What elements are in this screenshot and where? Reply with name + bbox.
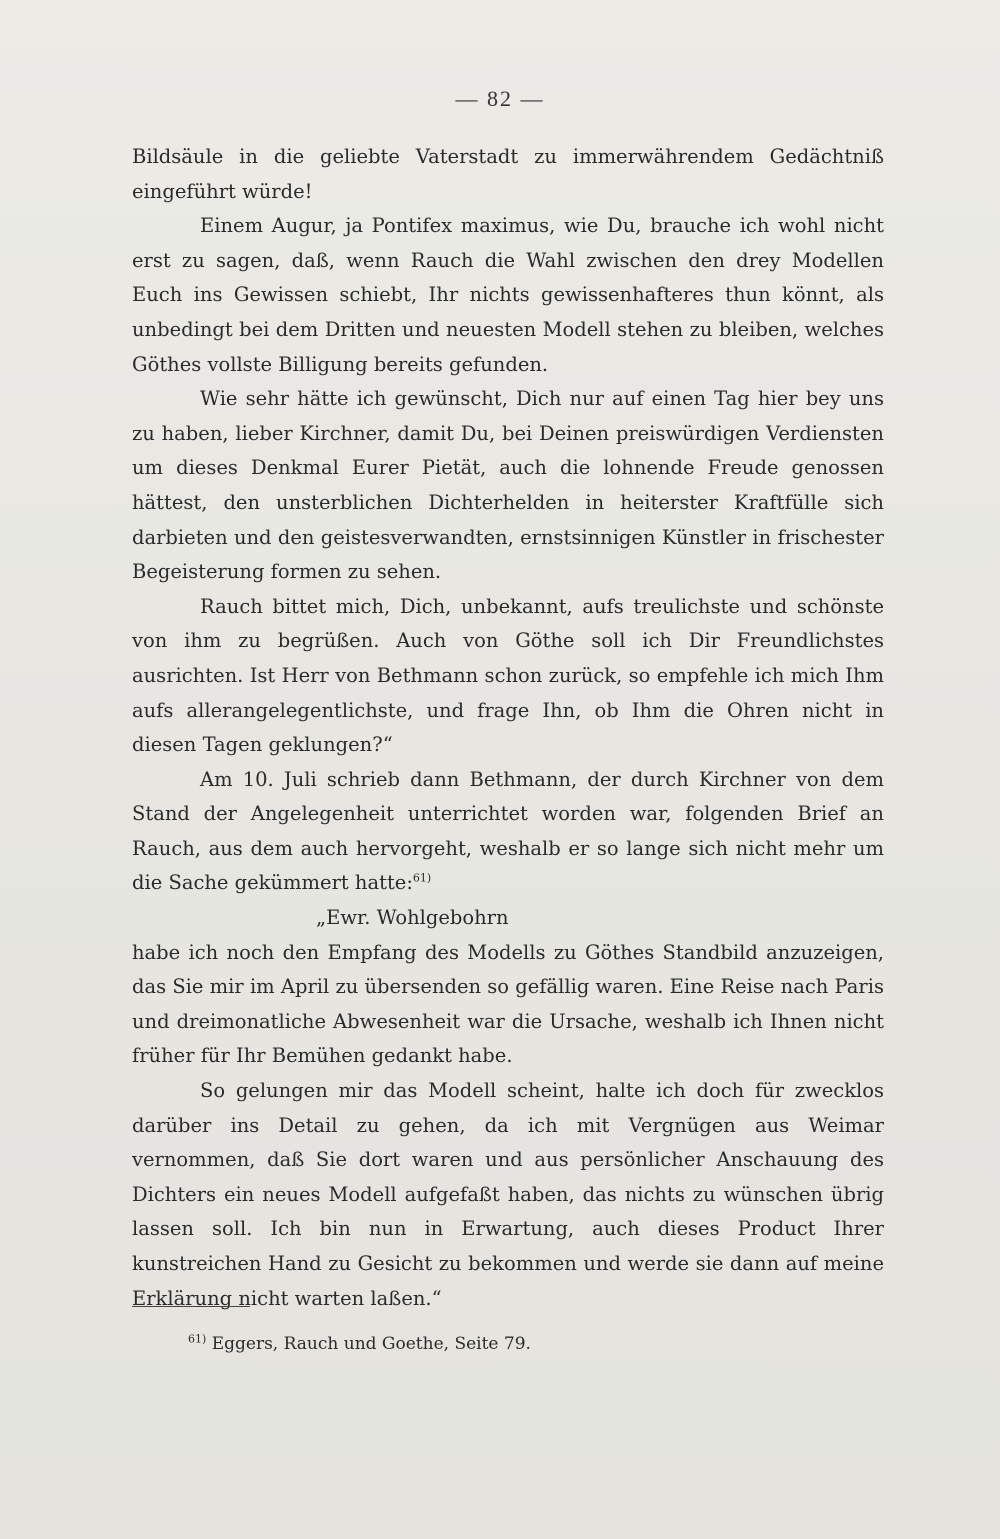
body-text bbox=[132, 140, 884, 1316]
paragraph-4: Rauch bittet mich, Dich, unbekannt, aufs treulichste und schönste von ihm zu begrüßen. Auch von Göthe soll ich Dir Freundlichstes ausrichten. Ist Herr von Bethmann schon zurück, so empfehle ich mich Ihm aufs allerangelegentlichste, und frage Ihn, ob Ihm die Ohren nicht in diesen Tagen geklungen?“ bbox=[132, 594, 884, 757]
paragraph-7: So gelungen mir das Modell scheint, halte ich doch für zwecklos darüber ins Detail zu gehen, da ich mit Vergnügen aus Weimar vernommen, daß Sie dort waren und aus persönlicher Anschauung des Dichters ein neues Modell aufgefaßt haben, das nichts zu wünschen übrig lassen soll. Ich bin nun in Erwartung, auch dieses Product Ihrer kunstreichen Hand zu Gesicht zu bekommen und werde sie dann auf meine Erklärung nicht warten laßen.“ bbox=[132, 1079, 884, 1310]
letter-salutation: „Ewr. Wohlgebohrn bbox=[316, 906, 509, 930]
paragraph-5 bbox=[132, 763, 884, 901]
paragraph-6: habe ich noch den Empfang des Modells zu Göthes Standbild anzuzeigen, das Sie mir im April zu übersenden so gefällig waren. Eine Reise nach Paris und dreimonatliche Abwesenheit war die Ursache, weshalb ich Ihnen nicht früher für Ihr Bemühen gedankt habe. bbox=[132, 940, 884, 1068]
footnote-divider bbox=[132, 1306, 250, 1307]
paragraph-1: Bildsäule in die geliebte Vaterstadt zu immerwährendem Gedächtniß eingeführt würde! bbox=[132, 145, 884, 203]
footnote-reference: 61) bbox=[412, 871, 432, 885]
footnote bbox=[188, 1330, 531, 1358]
page-number: — 82 — bbox=[455, 86, 545, 111]
footnote-text: Eggers, Rauch und Goethe, Seite 79. bbox=[211, 1334, 531, 1354]
paragraph-5-text: Am 10. Juli schrieb dann Bethmann, der durch Kirchner von dem Stand der Angelegenheit unterrichtet worden war, folgenden Brief an Rauch, aus dem auch hervorgeht, weshalb er so lange sich nicht mehr um die Sache gekümmert hatte: bbox=[132, 767, 884, 895]
footnote-marker: 61) bbox=[188, 1332, 207, 1346]
paragraph-3: Wie sehr hätte ich gewünscht, Dich nur auf einen Tag hier bey uns zu haben, lieber Kirchner, damit Du, bei Deinen preiswürdigen Verdiensten um dieses Denkmal Eurer Pietät, auch die lohnende Freude genossen hättest, den unsterblichen Dichterhelden in heiterster Kraftfülle sich darbieten und den geistesverwandten, ernstsinnigen Künstler in frischester Begeisterung formen zu sehen. bbox=[132, 387, 884, 584]
paragraph-2: Einem Augur, ja Pontifex maximus, wie Du, brauche ich wohl nicht erst zu sagen, daß, wenn Rauch die Wahl zwischen den drey Modellen Euch ins Gewissen schiebt, Ihr nichts gewissenhafteres thun könnt, als unbedingt bei dem Dritten und neuesten Modell stehen zu bleiben, welches Göthes vollste Billigung bereits gefunden. bbox=[132, 214, 884, 376]
